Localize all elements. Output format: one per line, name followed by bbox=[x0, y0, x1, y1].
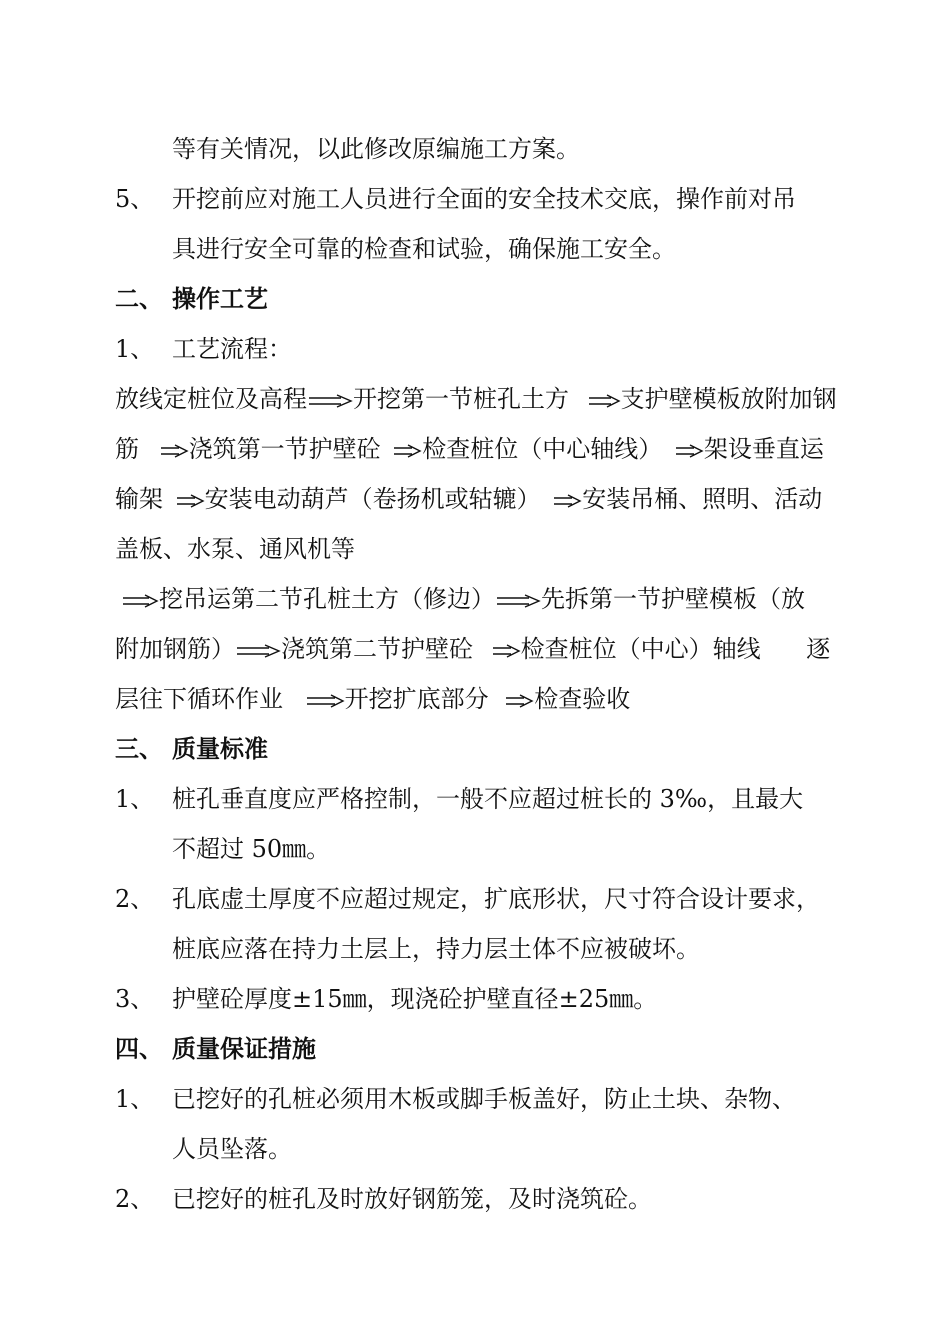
flow-step: 检查桩位（中心）轴线 bbox=[520, 635, 761, 663]
section-title: 操作工艺 bbox=[172, 284, 268, 313]
double-right-arrow-icon bbox=[305, 694, 345, 708]
list-number: 2、 bbox=[115, 1185, 155, 1213]
flow-step: 输架 bbox=[115, 485, 163, 513]
flow-step: 筋 bbox=[115, 435, 139, 463]
list-text: 已挖好的孔桩必须用木板或脚手板盖好，防止土块、杂物、 bbox=[172, 1085, 796, 1113]
double-right-arrow-icon bbox=[121, 594, 159, 608]
list-number: 1、 bbox=[115, 785, 155, 813]
flow-step: 安装电动葫芦（卷扬机或轱辘） bbox=[204, 485, 541, 513]
double-right-arrow-icon bbox=[552, 494, 582, 508]
list-text: 护壁砼厚度±15㎜，现浇砼护壁直径±25㎜。 bbox=[172, 985, 658, 1013]
flow-step: 盖板、水泵、通风机等 bbox=[115, 535, 355, 563]
double-right-arrow-icon bbox=[159, 444, 189, 458]
flow-step: 放线定桩位及高程 bbox=[115, 385, 307, 413]
list-text: 开挖前应对施工人员进行全面的安全技术交底，操作前对吊 bbox=[172, 185, 796, 213]
flow-row bbox=[115, 483, 822, 515]
flow-step: 先拆第一节护壁模板（放 bbox=[541, 585, 805, 613]
flow-step: 开挖扩底部分 bbox=[344, 685, 489, 713]
double-right-arrow-icon bbox=[674, 444, 704, 458]
list-text: 桩孔垂直度应严格控制，一般不应超过桩长的 3‰，且最大 bbox=[172, 785, 804, 813]
flow-row bbox=[115, 633, 830, 665]
section-title: 质量保证措施 bbox=[172, 1034, 316, 1063]
list-text: 工艺流程： bbox=[172, 335, 292, 363]
double-right-arrow-icon bbox=[392, 444, 422, 458]
flow-step: 挖吊运第二节孔桩土方（修边） bbox=[159, 585, 495, 613]
list-number: 1、 bbox=[115, 1085, 155, 1113]
list-text-continued: 桩底应落在持力土层上，持力层土体不应被破坏。 bbox=[172, 935, 700, 963]
paragraph-text: 等有关情况，以此修改原编施工方案。 bbox=[172, 135, 580, 163]
flow-step: 检查桩位（中心轴线） bbox=[422, 435, 663, 463]
double-right-arrow-icon bbox=[587, 394, 621, 408]
flow-step: 浇筑第二节护壁砼 bbox=[281, 635, 473, 663]
flow-step: 开挖第一节桩孔土方 bbox=[353, 385, 569, 413]
list-text: 已挖好的桩孔及时放好钢筋笼，及时浇筑砼。 bbox=[172, 1185, 652, 1213]
flow-step: 浇筑第一节护壁砼 bbox=[188, 435, 381, 463]
list-number: 1、 bbox=[115, 335, 155, 363]
flow-step: 支护壁模板放附加钢 bbox=[620, 385, 837, 413]
flow-row bbox=[115, 683, 630, 715]
section-number: 四、 bbox=[115, 1034, 163, 1063]
flow-step: 附加钢筋） bbox=[115, 635, 235, 663]
list-number: 2、 bbox=[115, 885, 155, 913]
double-right-arrow-icon bbox=[504, 694, 534, 708]
list-text-continued: 人员坠落。 bbox=[172, 1135, 292, 1163]
list-number: 5、 bbox=[115, 185, 155, 213]
flow-row bbox=[115, 433, 824, 465]
section-number: 三、 bbox=[115, 734, 163, 763]
double-right-arrow-icon bbox=[491, 644, 521, 658]
list-text-continued: 不超过 50㎜。 bbox=[172, 835, 331, 863]
flow-step: 逐 bbox=[806, 635, 831, 663]
list-number: 3、 bbox=[115, 985, 155, 1013]
section-number: 二、 bbox=[115, 284, 163, 313]
flow-step: 层往下循环作业 bbox=[115, 685, 283, 713]
list-text: 孔底虚土厚度不应超过规定，扩底形状，尺寸符合设计要求， bbox=[172, 885, 820, 913]
double-right-arrow-icon bbox=[175, 494, 205, 508]
section-title: 质量标准 bbox=[172, 734, 268, 763]
flow-step: 安装吊桶、照明、活动 bbox=[582, 485, 823, 513]
double-right-arrow-icon bbox=[495, 594, 541, 608]
double-right-arrow-icon bbox=[307, 394, 353, 408]
flow-row bbox=[115, 583, 805, 615]
flow-step: 架设垂直运 bbox=[703, 435, 824, 463]
double-right-arrow-icon bbox=[235, 644, 281, 658]
list-text-continued: 具进行安全可靠的检查和试验，确保施工安全。 bbox=[172, 235, 676, 263]
flow-step: 检查验收 bbox=[534, 685, 631, 713]
flow-row bbox=[115, 533, 355, 565]
flow-row bbox=[115, 383, 837, 415]
